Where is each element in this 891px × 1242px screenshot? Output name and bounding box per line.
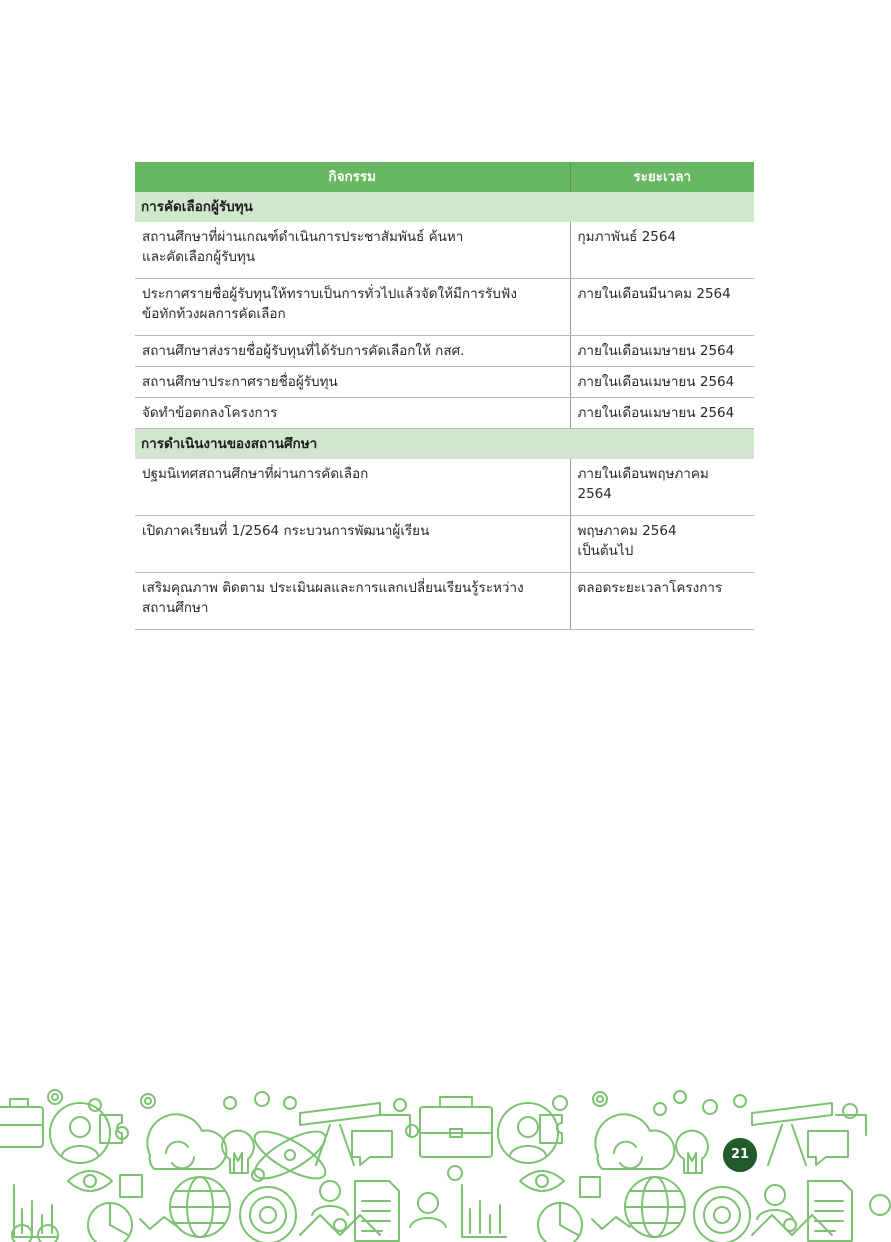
globe-icon	[170, 1177, 685, 1237]
table-row	[135, 573, 754, 630]
table-row	[135, 336, 754, 367]
period-cell: ภายในเดือนเมษายน 2564	[570, 367, 754, 398]
period-cell: พฤษภาคม 2564 เป็นต้นไป	[570, 516, 754, 573]
activity-cell: สถานศึกษาส่งรายชื่อผู้รับทุนที่ได้รับการคัดเลือกให้ กสศ.	[135, 336, 570, 367]
activity-cell: สถานศึกษาประกาศรายชื่อผู้รับทุน	[135, 367, 570, 398]
activity-cell: จัดทำข้อตกลงโครงการ	[135, 398, 570, 429]
activity-cell: เสริมคุณภาพ ติดตาม ประเมินผลและการแลกเปลี่ยนเรียนรู้ระหว่าง สถานศึกษา	[135, 573, 570, 630]
period-cell: ตลอดระยะเวลาโครงการ	[570, 573, 754, 630]
period-cell: ภายในเดือนเมษายน 2564	[570, 336, 754, 367]
table-row	[135, 367, 754, 398]
period-cell: ภายในเดือนมีนาคม 2564	[570, 279, 754, 336]
briefcase-icon	[420, 1097, 492, 1157]
footer-icon-pattern	[0, 1085, 891, 1242]
person-icon	[12, 1181, 890, 1242]
section-row	[135, 429, 754, 460]
table-row	[135, 279, 754, 336]
section-row	[135, 192, 754, 222]
period-cell: ภายในเดือนพฤษภาคม 2564	[570, 459, 754, 516]
page-number: 21	[723, 1138, 757, 1172]
header-activity: กิจกรรม	[135, 162, 570, 192]
table-row	[135, 398, 754, 429]
table-row	[135, 459, 754, 516]
activity-cell: ปฐมนิเทศสถานศึกษาที่ผ่านการคัดเลือก	[135, 459, 570, 516]
activity-cell: สถานศึกษาที่ผ่านเกณฑ์ดำเนินการประชาสัมพันธ์ ค้นหา และคัดเลือกผู้รับทุน	[135, 222, 570, 279]
section-title: การคัดเลือกผู้รับทุน	[135, 192, 754, 222]
table-header-row	[135, 162, 754, 192]
section-title: การดำเนินงานของสถานศึกษา	[135, 429, 754, 460]
period-cell: กุมภาพันธ์ 2564	[570, 222, 754, 279]
person-icon	[498, 1103, 558, 1163]
table-row	[135, 516, 754, 573]
schedule-table	[135, 162, 754, 630]
table-row	[135, 222, 754, 279]
period-cell: ภายในเดือนเมษายน 2564	[570, 398, 754, 429]
briefcase-icon	[0, 1099, 43, 1147]
target-icon	[240, 1187, 750, 1242]
activity-cell: ประกาศรายชื่อผู้รับทุนให้ทราบเป็นการทั่วไปแล้วจัดให้มีการรับฟัง ข้อทักท้วงผลการคัดเลือก	[135, 279, 570, 336]
header-period: ระยะเวลา	[570, 162, 754, 192]
activity-cell: เปิดภาคเรียนที่ 1/2564 กระบวนการพัฒนาผู้เรียน	[135, 516, 570, 573]
